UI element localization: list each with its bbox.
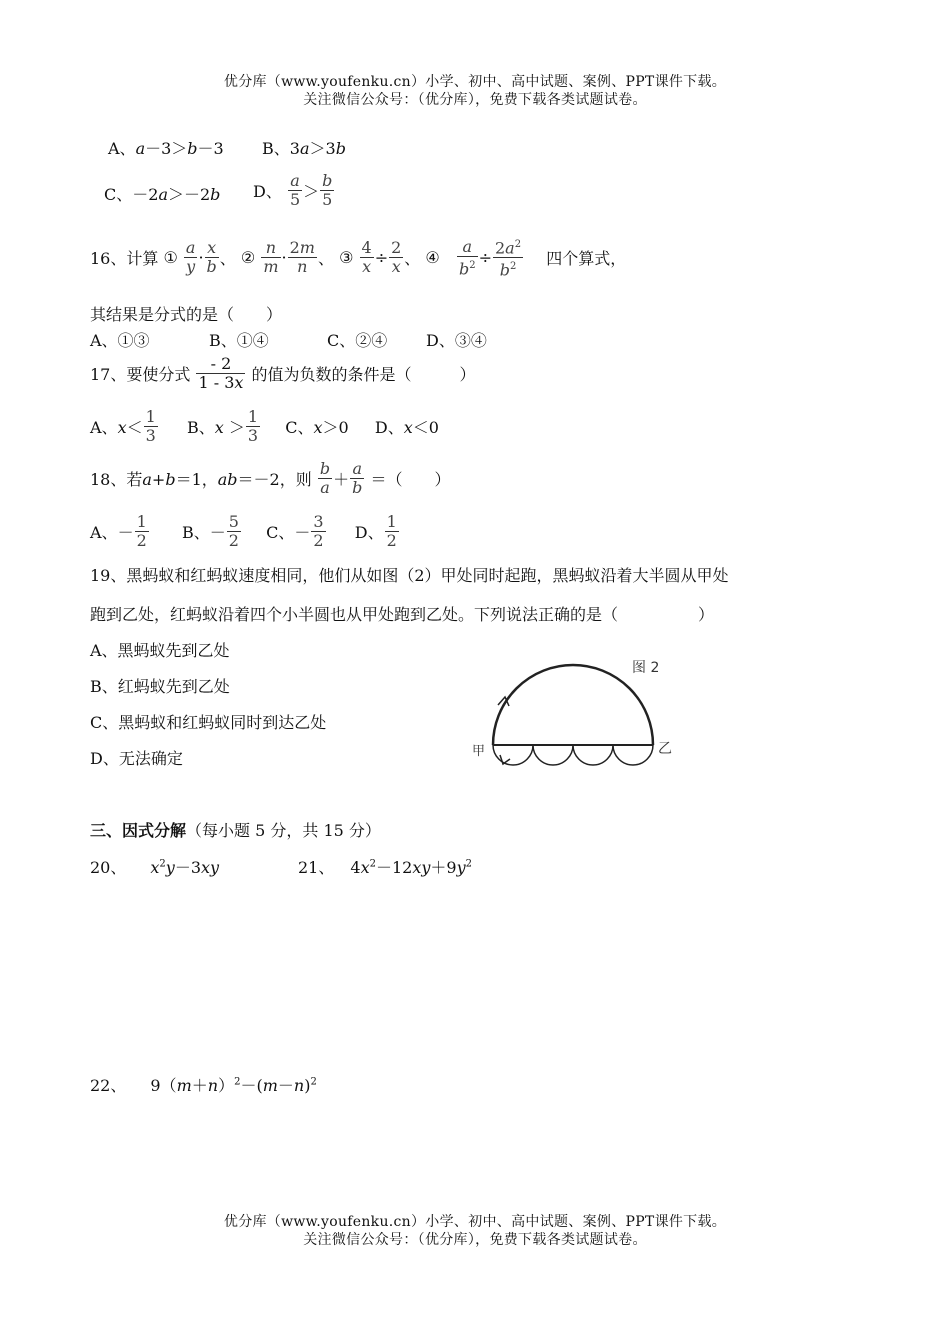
q16-option-a: A、①③ [90, 331, 150, 350]
q15-option-d: D、 $\frac{a}{5}$ ＞ $\frac{b}{5}$ [253, 171, 333, 209]
small-semicircles [493, 745, 653, 765]
q15-option-a: A、a－3＞b－3 [108, 139, 224, 158]
q19-option-a: A、黑蚂蚁先到乙处 [90, 641, 230, 660]
q17-options: A、x＜ $\frac{1}{3}$ B、x ＞ $\frac{1}{3}$ C、x＞0 D、x＜0 [90, 407, 439, 445]
question-21: 21、 $4x^2-12xy+9y^2$ [298, 858, 473, 877]
arrow-icon-small [500, 755, 510, 764]
figure-caption: 图 2 [632, 660, 660, 676]
section-3-heading: 三、因式分解（每小题 5 分，共 15 分） [90, 821, 381, 840]
question-16: 16、计算 ① $\frac{a}{y}$ · $\frac{x}{b}$ 、 ② $\frac{n}{m}$ · $\frac{2m}{n}$ 、 ③ $\frac{4}{x}$ ÷ $\frac{2}{x}$ 、 ④ $\frac{a}{b^2}$ ÷ $\frac{2a^2}{b^2}$ 四个算式， [90, 236, 627, 280]
semicircle-figure [470, 655, 690, 780]
q16-prompt-line2: 其结果是分式的是（ ） [90, 305, 283, 324]
q19-prompt-line1: 19、黑蚂蚁和红蚂蚁速度相同，他们从如图（2）甲处同时起跑，黑蚂蚁沿着大半圆从甲处 [90, 566, 729, 585]
question-20: 20、 $x^2y-3xy$ [90, 858, 220, 877]
question-22: 22、 $9(m+n)^2-(m-n)^2$ [90, 1076, 317, 1095]
q16-option-b: B、①④ [209, 331, 269, 350]
q15-option-b: B、3a＞3b [262, 139, 346, 158]
question-17: 17、要使分式 $\frac{- 2}{1 - 3x}$ 的值为负数的条件是（ ） [90, 354, 476, 392]
q16-option-d: D、③④ [426, 331, 487, 350]
label-yi: 乙 [658, 741, 672, 757]
q18-options: A、－ $\frac{1}{2}$ B、－ $\frac{5}{2}$ C、－ $\frac{3}{2}$ D、 $\frac{1}{2}$ [90, 512, 397, 550]
q19-prompt-line2: 跑到乙处，红蚂蚁沿着四个小半圆也从甲处跑到乙处。下列说法正确的是（ ） [90, 605, 715, 624]
q19-option-b: B、红蚂蚁先到乙处 [90, 677, 230, 696]
page-header-line2: 关注微信公众号：（优分库），免费下载各类试题试卷。 [303, 92, 647, 108]
large-semicircle [493, 665, 653, 745]
page-footer-line1: 优分库（www.youfenku.cn）小学、初中、高中试题、案例、PPT课件下载。 [223, 1214, 727, 1230]
question-18: 18、若a+b＝1，ab＝－2，则 $\frac{b}{a}$ ＋ $\frac{a}{b}$ ＝（ ） [90, 459, 451, 497]
page-footer-line2: 关注微信公众号：（优分库），免费下载各类试题试卷。 [303, 1232, 647, 1248]
q19-option-d: D、无法确定 [90, 749, 183, 768]
q16-option-c: C、②④ [327, 331, 388, 350]
q19-option-c: C、黑蚂蚁和红蚂蚁同时到达乙处 [90, 713, 327, 732]
q15-option-c: C、－2a＞－2b [104, 185, 221, 204]
label-jia: 甲 [472, 744, 486, 759]
page-header-line1: 优分库（www.youfenku.cn）小学、初中、高中试题、案例、PPT课件下载。 [223, 74, 727, 90]
